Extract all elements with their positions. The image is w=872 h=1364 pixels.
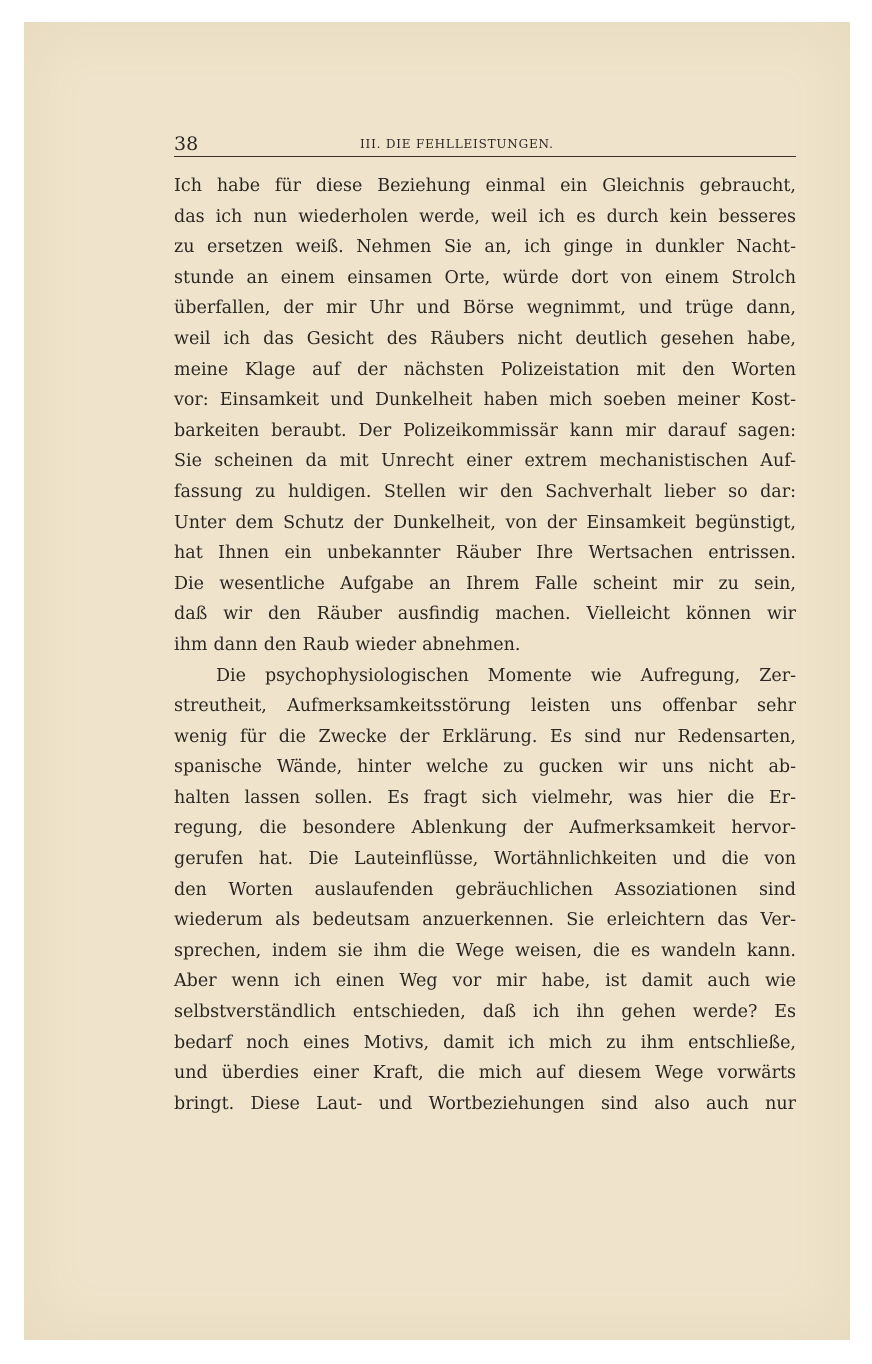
text-line: Die wesentliche Aufgabe an Ihrem Falle scheint mir zu sein, [174, 573, 796, 594]
page-number: 38 [174, 133, 199, 155]
text-line: weil ich das Gesicht des Räubers nicht deutlich gesehen habe, [174, 328, 796, 349]
text-line: selbstverständlich entschieden, daß ich ihn gehen werde? Es [174, 1002, 796, 1023]
text-line: überfallen, der mir Uhr und Börse wegnimmt, und trüge dann, [174, 298, 796, 319]
text-line: ihm dann den Raub wieder abnehmen. [174, 634, 521, 655]
text-line: Unter dem Schutz der Dunkelheit, von der Einsamkeit begünstigt, [174, 512, 796, 533]
text-line: stunde an einem einsamen Orte, würde dort von einem Strolch [174, 267, 796, 288]
text-line: hat Ihnen ein unbekannter Räuber Ihre Wertsachen entrissen. [174, 543, 796, 564]
text-line: den Worten auslaufenden gebräuchlichen Assoziationen sind [174, 879, 796, 900]
paragraph [174, 171, 796, 661]
text-line: daß wir den Räuber ausfindig machen. Vielleicht können wir [174, 604, 796, 625]
text-line: Aber wenn ich einen Weg vor mir habe, ist damit auch wie [174, 971, 796, 992]
text-line: fassung zu huldigen. Stellen wir den Sachverhalt lieber so dar: [174, 481, 796, 502]
text-line: meine Klage auf der nächsten Polizeistation mit den Worten [174, 359, 796, 380]
text-line: Sie scheinen da mit Unrecht einer extrem mechanistischen Auf- [174, 451, 796, 472]
book-page [174, 128, 796, 1119]
text-line: das ich nun wiederholen werde, weil ich es durch kein besseres [174, 206, 796, 227]
text-line: wiederum als bedeutsam anzuerkennen. Sie erleichtern das Ver- [174, 910, 796, 931]
text-line: sprechen, indem sie ihm die Wege weisen, die es wandeln kann. [174, 940, 796, 961]
text-line: Ich habe für diese Beziehung einmal ein Gleichnis gebraucht, [174, 176, 796, 196]
text-line: vor: Einsamkeit und Dunkelheit haben mich soeben meiner Kost- [174, 390, 796, 411]
text-line: und überdies einer Kraft, die mich auf diesem Wege vorwärts [174, 1063, 796, 1084]
text-line: halten lassen sollen. Es fragt sich vielmehr, was hier die Er- [174, 787, 796, 808]
text-line: bedarf noch eines Motivs, damit ich mich zu ihm entschließe, [174, 1032, 796, 1053]
text-line: barkeiten beraubt. Der Polizeikommissär kann mir darauf sagen: [174, 420, 796, 441]
running-head [174, 128, 796, 157]
text-line: regung, die besondere Ablenkung der Aufmerksamkeit hervor- [174, 818, 796, 839]
text-line: bringt. Diese Laut- und Wortbeziehungen sind also auch nur [174, 1093, 796, 1114]
chapter-title: III. DIE FEHLLEISTUNGEN. [360, 137, 554, 151]
text-line: Die psychophysiologischen Momente wie Aufregung, Zer- [216, 665, 796, 686]
text-line: spanische Wände, hinter welche zu gucken wir uns nicht ab- [174, 757, 796, 778]
paragraph [174, 661, 796, 1120]
text-line: gerufen hat. Die Lauteinflüsse, Wortähnlichkeiten und die von [174, 849, 796, 870]
text-line: wenig für die Zwecke der Erklärung. Es sind nur Redensarten, [174, 726, 796, 747]
text-line: streutheit, Aufmerksamkeitsstörung leisten uns offenbar sehr [174, 696, 796, 717]
text-line: zu ersetzen weiß. Nehmen Sie an, ich ginge in dunkler Nacht- [174, 237, 796, 258]
body-text [174, 171, 796, 1119]
